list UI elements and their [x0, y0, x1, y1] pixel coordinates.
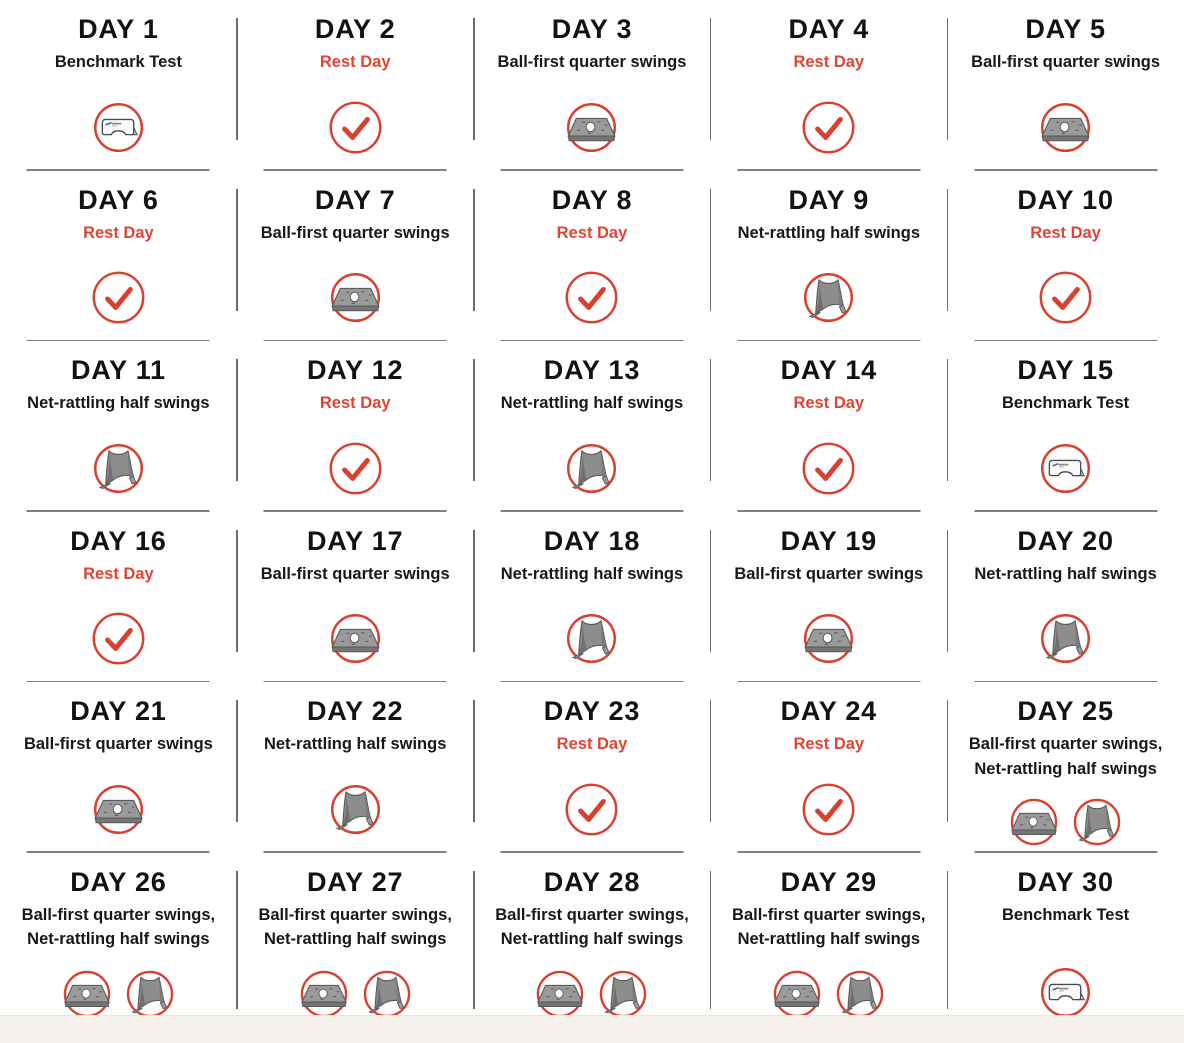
day-subtitle	[955, 391, 1176, 416]
day-subtitle	[245, 732, 466, 757]
day-cell	[710, 853, 947, 1024]
hitting-mat-icon	[1007, 795, 1061, 849]
day-cell	[237, 341, 474, 512]
day-subtitle-line: Net-rattling half swings	[27, 394, 210, 413]
day-subtitle	[718, 50, 939, 75]
day-icons	[237, 99, 474, 156]
day-subtitle	[245, 903, 466, 953]
rest-check-icon	[800, 440, 857, 497]
day-subtitle	[955, 221, 1176, 246]
day-icons	[237, 781, 474, 838]
day-cell	[947, 341, 1184, 512]
day-subtitle	[245, 50, 466, 75]
day-subtitle-line: Rest Day	[556, 735, 628, 754]
day-cell	[237, 0, 474, 171]
rest-check-icon	[563, 781, 620, 838]
day-title: DAY 28	[543, 866, 641, 897]
day-title: DAY 21	[70, 696, 167, 726]
day-cell	[237, 682, 474, 853]
day-cell	[947, 171, 1184, 342]
rest-check-icon	[800, 99, 857, 156]
hitting-mat-icon	[327, 610, 384, 667]
hitting-mat-icon	[533, 967, 587, 1021]
day-cell	[710, 512, 947, 683]
rest-check-icon	[90, 269, 147, 326]
day-subtitle	[482, 391, 703, 416]
day-subtitle	[955, 562, 1176, 587]
day-icons	[237, 269, 474, 326]
rest-check-icon	[90, 610, 147, 667]
hitting-mat-icon	[90, 781, 147, 838]
day-subtitle-line: Rest Day	[319, 394, 391, 413]
day-cell	[474, 0, 711, 171]
day-title: DAY 9	[788, 184, 870, 215]
hitting-mat-icon	[60, 967, 114, 1021]
day-title: DAY 29	[780, 866, 877, 897]
day-subtitle	[245, 221, 466, 246]
day-cell	[0, 682, 237, 853]
day-subtitle	[482, 903, 703, 953]
practice-net-icon	[90, 440, 147, 497]
rest-check-icon	[327, 440, 384, 497]
day-subtitle-line: Net-rattling half swings	[263, 930, 447, 949]
day-cell	[474, 341, 711, 512]
practice-net-icon	[800, 269, 857, 326]
day-subtitle-line: Ball-first quarter swings,	[21, 905, 216, 924]
day-icons	[474, 967, 711, 1021]
practice-net-icon	[596, 967, 650, 1021]
day-subtitle-line: Net-rattling half swings	[737, 223, 920, 242]
day-title: DAY 17	[307, 525, 404, 556]
day-subtitle-line: Ball-first quarter swings	[23, 735, 213, 754]
day-subtitle	[8, 50, 229, 75]
practice-net-icon	[360, 967, 414, 1021]
day-title: DAY 7	[314, 184, 396, 215]
day-title: DAY 13	[543, 355, 641, 385]
rest-check-icon	[563, 269, 620, 326]
practice-net-icon	[327, 781, 384, 838]
day-icons	[947, 440, 1184, 497]
day-title: DAY 6	[78, 184, 159, 215]
day-title: DAY 4	[788, 14, 870, 44]
practice-net-icon	[833, 967, 887, 1021]
day-title: DAY 10	[1017, 184, 1114, 215]
day-cell	[710, 341, 947, 512]
hitting-mat-icon	[297, 967, 351, 1021]
practice-net-icon	[563, 440, 620, 497]
day-subtitle	[482, 50, 703, 75]
day-icons	[710, 610, 947, 667]
day-subtitle-line: Net-rattling half swings	[27, 930, 210, 949]
day-subtitle-line: Ball-first quarter swings,	[258, 905, 452, 924]
day-cell	[0, 341, 237, 512]
day-subtitle-line: Ball-first quarter swings	[734, 564, 924, 583]
day-subtitle-line: Ball-first quarter swings	[260, 223, 450, 242]
day-icons	[710, 269, 947, 326]
day-title: DAY 30	[1017, 866, 1114, 897]
day-title: DAY 8	[551, 184, 633, 215]
day-icons	[474, 781, 711, 838]
day-title: DAY 3	[551, 14, 633, 44]
day-subtitle-line: Rest Day	[83, 564, 154, 583]
hitting-mat-icon	[800, 610, 857, 667]
practice-net-icon	[1037, 610, 1094, 667]
day-subtitle-line: Rest Day	[556, 223, 628, 242]
day-subtitle	[955, 732, 1176, 782]
day-subtitle-line: Rest Day	[1030, 223, 1101, 242]
day-subtitle	[245, 562, 466, 587]
day-subtitle-line: Benchmark Test	[1002, 905, 1130, 924]
day-title: DAY 16	[70, 525, 167, 556]
day-icons	[710, 781, 947, 838]
day-cell	[947, 0, 1184, 171]
day-icons	[947, 964, 1184, 1021]
day-title: DAY 25	[1017, 696, 1114, 726]
day-title: DAY 14	[780, 355, 877, 385]
day-title: DAY 24	[780, 696, 877, 726]
practice-net-icon	[123, 967, 177, 1021]
day-title: DAY 12	[307, 355, 404, 385]
rest-check-icon	[327, 99, 384, 156]
day-cell	[947, 853, 1184, 1024]
day-cell	[710, 0, 947, 171]
day-subtitle	[955, 903, 1176, 928]
day-icons	[0, 967, 237, 1021]
day-subtitle	[482, 732, 703, 757]
day-icons	[710, 440, 947, 497]
hitting-mat-icon	[1037, 99, 1094, 156]
day-subtitle	[8, 903, 229, 953]
day-subtitle	[718, 903, 939, 953]
day-cell	[237, 853, 474, 1024]
day-subtitle-line: Ball-first quarter swings	[497, 53, 687, 72]
day-subtitle-line: Net-rattling half swings	[737, 930, 920, 949]
day-icons	[474, 440, 711, 497]
day-icons	[0, 440, 237, 497]
day-icons	[474, 269, 711, 326]
day-subtitle	[718, 221, 939, 246]
hitting-mat-icon	[770, 967, 824, 1021]
launch-monitor-icon	[90, 99, 147, 156]
hitting-mat-icon	[563, 99, 620, 156]
launch-monitor-icon	[1037, 440, 1094, 497]
day-icons	[237, 610, 474, 667]
day-cell	[947, 682, 1184, 853]
day-subtitle-line: Rest Day	[319, 53, 391, 72]
footer-bar	[0, 1015, 1184, 1043]
practice-net-icon	[1070, 795, 1124, 849]
day-title: DAY 1	[78, 14, 159, 44]
day-title: DAY 11	[70, 355, 166, 385]
practice-net-icon	[563, 610, 620, 667]
day-cell	[0, 0, 237, 171]
day-cell	[474, 512, 711, 683]
day-cell	[947, 512, 1184, 683]
launch-monitor-icon	[1037, 964, 1094, 1021]
day-subtitle-line: Ball-first quarter swings,	[732, 905, 926, 924]
day-subtitle-line: Rest Day	[793, 394, 865, 413]
day-icons	[474, 610, 711, 667]
day-subtitle-line: Net-rattling half swings	[500, 394, 684, 413]
day-subtitle-line: Rest Day	[793, 53, 865, 72]
day-cell	[474, 682, 711, 853]
day-title: DAY 22	[307, 696, 404, 726]
day-subtitle-line: Net-rattling half swings	[974, 759, 1157, 778]
day-title: DAY 27	[307, 866, 404, 897]
day-cell	[474, 853, 711, 1024]
day-subtitle-line: Net-rattling half swings	[500, 564, 684, 583]
day-subtitle-line: Rest Day	[793, 735, 865, 754]
day-title: DAY 23	[543, 696, 641, 726]
day-subtitle	[718, 562, 939, 587]
day-title: DAY 15	[1017, 355, 1114, 385]
day-icons	[0, 610, 237, 667]
day-subtitle	[8, 732, 229, 757]
day-icons	[0, 99, 237, 156]
day-subtitle-line: Ball-first quarter swings,	[968, 735, 1163, 754]
day-subtitle-line: Net-rattling half swings	[974, 564, 1157, 583]
day-subtitle-line: Ball-first quarter swings	[971, 53, 1161, 72]
day-title: DAY 26	[70, 866, 167, 897]
day-icons	[474, 99, 711, 156]
day-title: DAY 20	[1017, 525, 1114, 556]
day-icons	[710, 967, 947, 1021]
day-subtitle	[245, 391, 466, 416]
day-title: DAY 19	[780, 525, 877, 556]
day-cell	[474, 171, 711, 342]
day-icons	[0, 269, 237, 326]
day-subtitle	[482, 562, 703, 587]
day-cell	[237, 512, 474, 683]
day-icons	[237, 440, 474, 497]
day-icons	[947, 610, 1184, 667]
day-icons	[947, 795, 1184, 849]
rest-check-icon	[1037, 269, 1094, 326]
day-cell	[710, 682, 947, 853]
day-subtitle-line: Ball-first quarter swings,	[495, 905, 689, 924]
day-cell	[710, 171, 947, 342]
day-subtitle	[8, 562, 229, 587]
day-title: DAY 18	[543, 525, 641, 556]
day-subtitle	[8, 391, 229, 416]
hitting-mat-icon	[327, 269, 384, 326]
day-subtitle	[718, 391, 939, 416]
rest-check-icon	[800, 781, 857, 838]
day-icons	[237, 967, 474, 1021]
day-title: DAY 5	[1025, 14, 1106, 44]
day-icons	[0, 781, 237, 838]
day-title: DAY 2	[314, 14, 396, 44]
day-cell	[0, 512, 237, 683]
day-subtitle-line: Net-rattling half swings	[500, 930, 684, 949]
day-subtitle	[718, 732, 939, 757]
day-subtitle-line: Benchmark Test	[1002, 394, 1130, 413]
day-cell	[0, 171, 237, 342]
day-icons	[947, 99, 1184, 156]
day-subtitle-line: Benchmark Test	[54, 53, 182, 72]
day-subtitle	[8, 221, 229, 246]
day-icons	[947, 269, 1184, 326]
day-icons	[710, 99, 947, 156]
day-subtitle-line: Ball-first quarter swings	[260, 564, 450, 583]
day-subtitle-line: Net-rattling half swings	[263, 735, 447, 754]
day-subtitle-line: Rest Day	[83, 223, 154, 242]
day-cell	[0, 853, 237, 1024]
day-subtitle	[482, 221, 703, 246]
day-cell	[237, 171, 474, 342]
day-subtitle	[955, 50, 1176, 75]
